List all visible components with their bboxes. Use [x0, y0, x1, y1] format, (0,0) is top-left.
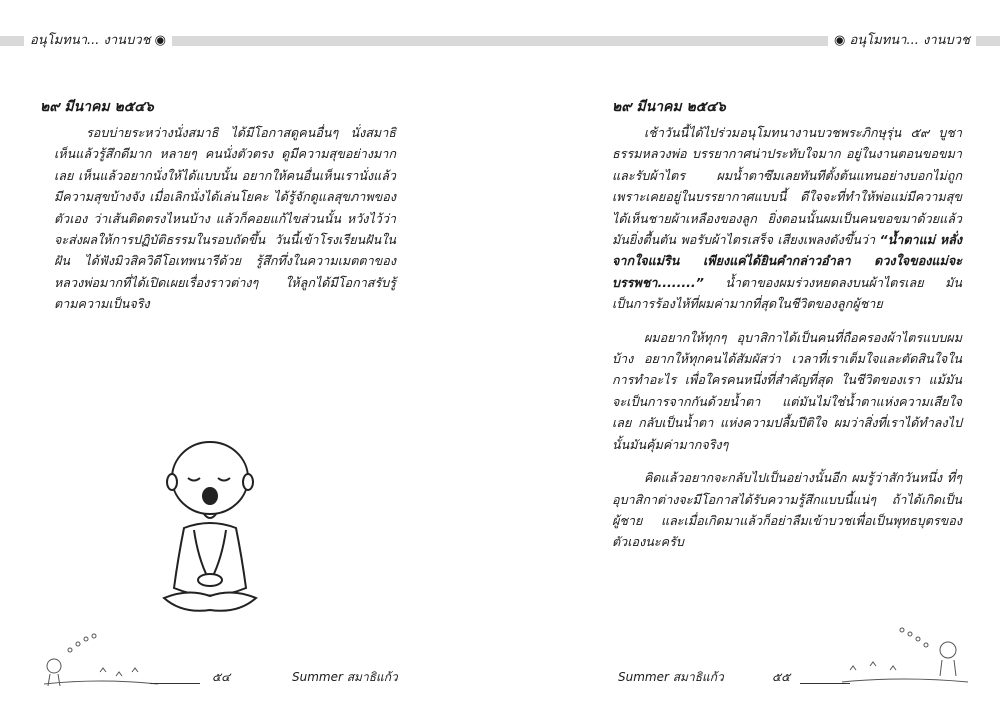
header-title-left: อนุโมทนา... งานบวช ◉ — [24, 33, 172, 49]
header-title-right: ◉ อนุโมทนา... งานบวช — [828, 33, 976, 49]
paragraph: คิดแล้วอยากจะกลับไปเป็นอย่างนั้นอีก ผมรู้ว่าสักวันหนึ่ง ที่ๆ อุบาสิกาต่างจะมีโอกาสได้รับความรู้สึกแบบนี้แน่ๆ ถ้าได้เกิดเป็นผู้ชาย และเมื่อเกิดมาแล้วก็อย่าลืมเข้าบวชเพื่อเป็นพุทธบุตรของตัวเองนะครับ — [612, 470, 962, 550]
footer-rule — [150, 683, 200, 684]
paragraph: ผมอยากให้ทุกๆ อุบาสิกาได้เป็นคนที่ถือครองผ้าไตรแบบผมบ้าง อยากให้ทุกคนได้สัมผัสว่า เวลาที่เราเต็มใจและตัดสินใจในการทำอะไร เพื่อใครคนหนึ่งที่สำคัญที่สุด ในชีวิตของเรา แม้มันจะเป็นการจากกันด้วยน้ำตา แต่มันไม่ใช่น้ำตาแห่งความเสียใจเลย กลับเป็นน้ำตา แห่งความปลื้มปีติใจ ผมว่าสิ่งที่เราได้ทำลงไปนั้นมันคุ้มค่ามากจริงๆ — [612, 329, 962, 452]
right-page — [500, 0, 1000, 707]
footer-decoration-left — [40, 628, 160, 688]
song-quote: “น้ำตาแม่ หลั่งจากใจแม่ริน เพียงแค่ได้ยินคำกล่าวอำลา ดวงใจของแม่จะบรรพชา........” — [612, 232, 962, 290]
footer-title-right: Summer สมาธิแก้ว — [618, 670, 724, 684]
left-page-date: ๒๙ มีนาคม ๒๕๔๖ — [40, 99, 154, 115]
right-page-body — [612, 122, 962, 565]
page-number-right: ๕๕ — [772, 670, 791, 684]
left-page-body — [54, 122, 396, 327]
bullet-icon: ◉ — [154, 33, 166, 48]
meditating-monk-illustration — [158, 438, 262, 618]
paragraph: เช้าวันนี้ได้ไปร่วมอนุโมทนางานบวชพระภิกษุรุ่น ๕๙ บูชาธรรมหลวงพ่อ บรรยากาศน่าประทับใจมาก อยู่ในงานตอนขอขมา และรับผ้าไตร ผมน้ำตาซึมเลยทันทีตั้งต้นแทนอย่างบอกไม่ถูก เพราะเคยอยู่ในบรรยากาศแบบนี้ ดีใจจะที่ทำให้พ่อแม่มีความสุข ได้เห็นชายผ้าเหลืองของลูก ยิ่งตอนนั้นผมเป็นคนขอขมาด้วยแล้วมันยิ่งตื้นตัน พอรับผ้าไตรเสร็จ เสียงเพลงดังขึ้นว่า “น้ำตาแม่ หลั่งจากใจแม่ริน เพียงแค่ได้ยินคำกล่าวอำลา ดวงใจของแม่จะบรรพชา........” น้ำตาของผมร่วงหยดลงบนผ้าไตรเลย มันเป็นการร้องไห้ที่ผมค่ามากที่สุดในชีวิตของลูกผู้ชาย — [612, 125, 962, 312]
paragraph: รอบบ่ายระหว่างนั่งสมาธิ ได้มีโอกาสดูคนอื่นๆ นั่งสมาธิ เห็นแล้วรู้สึกดีมาก หลายๆ คนนั่งตัวตรง ดูมีความสุขอย่างมากเลย เห็นแล้วอยากนั่งให้ได้แบบนั้น อยากให้คนอื่นเห็นเรานั่งแล้วมีความสุขบ้างจัง เมื่อเลิกนั่งได้เล่นโยคะ ได้รู้จักดูแลสุขภาพของตัวเอง ว่าเส้นติดตรงไหนบ้าง แล้วก็คอยแก้ไขส่วนนั้น หวังไว้ว่าจะส่งผลให้การปฏิบัติธรรมในรอบถัดขึ้น วันนี้เข้าโรงเรียนฝันในฝัน ได้ฟังมิวสิควิดีโอเทพนารีด้วย รู้สึกทึ่งในความเมตตาของหลวงพ่อมากที่ได้เปิดเผยเรื่องราวต่างๆ ให้ลูกได้มีโอกาสรับรู้ตามความเป็นจริง — [54, 125, 396, 312]
page-number-left: ๕๔ — [212, 670, 231, 684]
right-page-date: ๒๙ มีนาคม ๒๕๔๖ — [612, 99, 726, 115]
footer-title-left: Summer สมาธิแก้ว — [292, 670, 398, 684]
bullet-icon: ◉ — [834, 33, 846, 48]
footer-decoration-right — [840, 620, 970, 688]
